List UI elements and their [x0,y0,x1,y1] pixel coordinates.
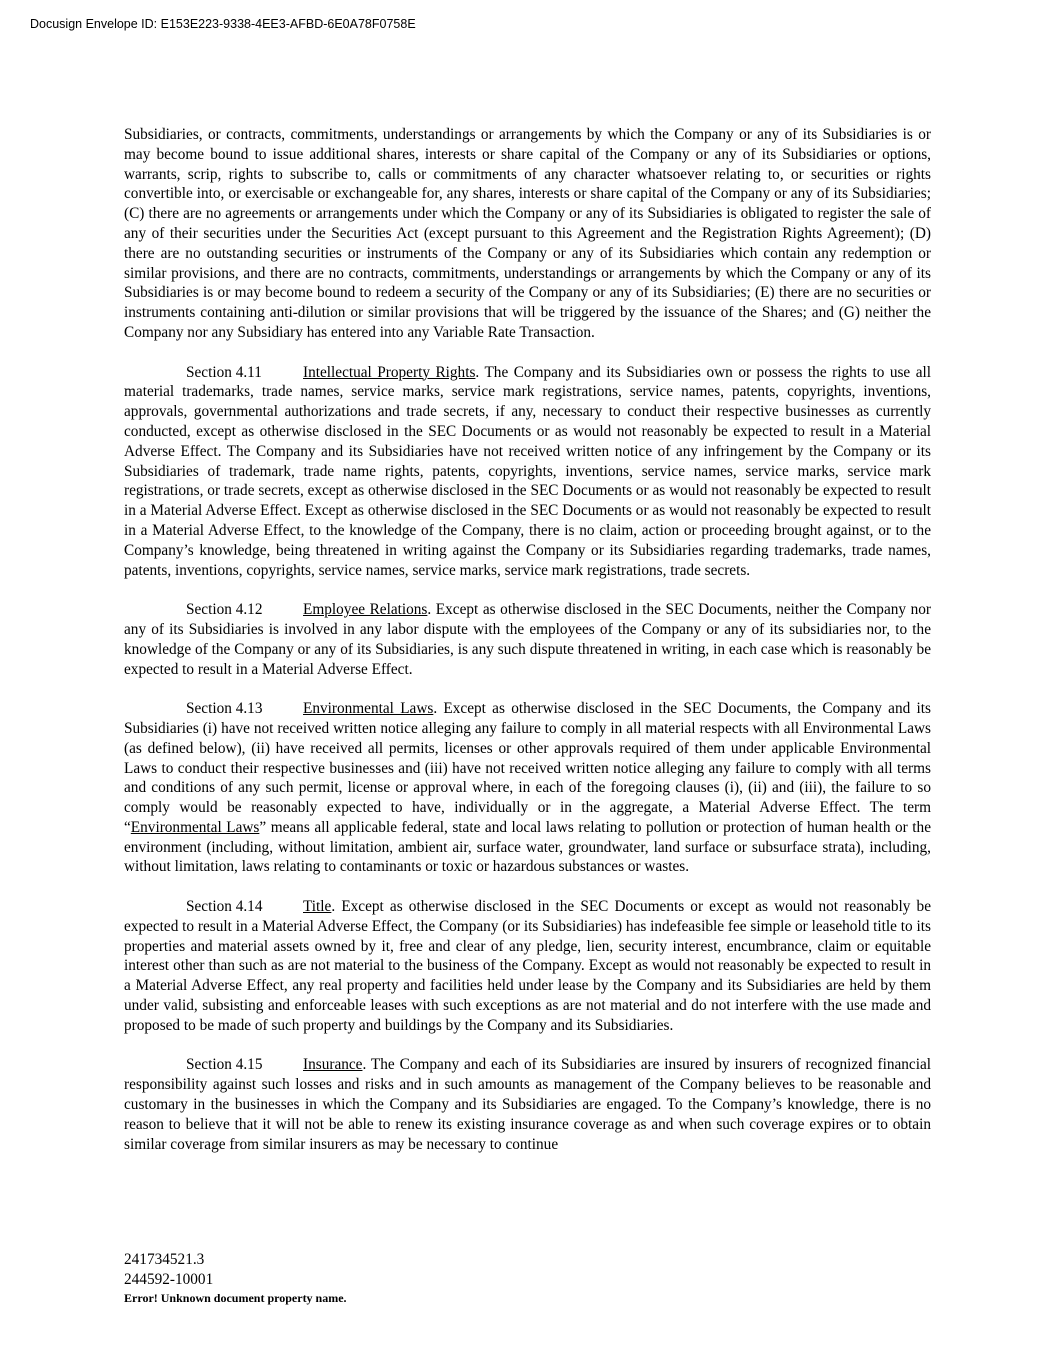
section-title: Environmental Laws [303,700,434,718]
section-number: Section 4.15 [186,1056,263,1074]
page-footer [124,1250,347,1307]
error-line: Error! Unknown document property name. [124,1291,347,1305]
section-text: . Except as otherwise disclosed in the SEC Documents, the Company and its Subsidiaries (i) have not received written notice alleging any failure to comply in all material respects with all Environmental Laws (as defined below), (ii) have received all permits, licenses or other approvals required of them under applicable Environmental Laws to conduct their respective businesses and (iii) have not received written notice alleging any failure to comply with all terms and conditions of any such permit, license or approval where, in each of the foregoing clauses (i), (ii) and (iii), the failure to so comply would be reasonably expected to have, individually or in the aggregate, a Material Adverse Effect. The term “ [124,700,931,836]
section-title: Employee Relations [303,601,428,619]
section-text: . Except as otherwise disclosed in the SEC Documents or except as would not reasonably be expected to result in a Material Adverse Effect, the Company (or its Subsidiaries) has indefeasible fee simple or leasehold title to its properties and material assets owned by it, free and clear of any pledge, lien, security interest, encumbrance, claim or equitable interest other than such as are not material to the business of the Company. Except as would not reasonably be expected to result in a Material Adverse Effect, any real property and facilities held under lease by the Company and its Subsidiaries are held by them under valid, subsisting and enforceable leases with such exceptions as are not material and do not interfere with the use made and proposed to be made of such property and buildings by the Company and its Subsidiaries. [124,898,931,1034]
client-matter-number: 244592-10001 [124,1270,214,1288]
section-title: Title [303,898,332,916]
doc-number: 241734521.3 [124,1251,205,1268]
section-number: Section 4.14 [186,898,263,916]
docusign-envelope-id: Docusign Envelope ID: E153E223-9338-4EE3-AFBD-6E0A78F0758E [30,17,416,31]
section-4-12 [124,600,931,679]
section-text-after: ” means all applicable federal, state and local laws relating to pollution or protection of human health or the environment (including, without limitation, ambient air, surface water, groundwater, land surface or subsurface strata), including, without limitation, laws relating to contaminants or toxic or hazardous substances or wastes. [124,818,931,876]
section-number: Section 4.11 [186,363,262,381]
section-4-13 [124,699,931,877]
section-text: . The Company and its Subsidiaries own or possess the rights to use all material trademarks, trade names, service marks, service mark registrations, service names, patents, copyrights, inventions, approvals, governmental authorizations and trade secrets, if any, necessary to conduct their respective businesses as currently conducted, except as otherwise disclosed in the SEC Documents or as would not reasonably be expected to result in a Material Adverse Effect. The Company and its Subsidiaries have not received written notice of any infringement by the Company or its Subsidiaries of trademark, trade name rights, patents, copyrights, inventions, service names, service marks, service mark registrations, or trade secrets, except as otherwise disclosed in the SEC Documents or as would not reasonably be expected to result in a Material Adverse Effect. Except as otherwise disclosed in the SEC Documents or as would not reasonably be expected to result in a Material Adverse Effect, to the knowledge of the Company, there is no claim, action or proceeding brought against, or to the Company’s knowledge, being threatened in writing against the Company or its Subsidiaries regarding trademarks, trade names, patents, inventions, copyrights, service names, service marks, service mark registrations, trade secrets. [124,363,931,579]
section-4-15 [124,1055,931,1154]
section-text: . The Company and each of its Subsidiaries are insured by insurers of recognized financial responsibility against such losses and risks and in such amounts as management of the Company believes to be reasonable and customary in the businesses in which the Company and its Subsidiaries are engaged. To the Company’s knowledge, there is no reason to believe that it will not be able to renew its existing insurance coverage as and when such coverage expires or to obtain similar coverage from similar insurers as may be necessary to continue [124,1056,931,1153]
section-number: Section 4.13 [186,700,263,718]
section-title: Insurance [303,1056,363,1074]
document-body [124,125,931,1174]
defined-term: Environmental Laws [130,818,260,836]
continuation-paragraph: Subsidiaries, or contracts, commitments, understandings or arrangements by which the Company or any of its Subsidiaries is or may become bound to issue additional shares, interests or share capital of the Company or any of its Subsidiaries or options, warrants, scrip, rights to subscribe to, calls or commitments of any character whatsoever relating to, or securities or rights convertible into, or exercisable or exchangeable for, any shares, interests or share capital of the Company or any of its Subsidiaries; (C) there are no agreements or arrangements under which the Company or any of its Subsidiaries is obligated to register the sale of any of their securities under the Securities Act (except pursuant to this Agreement and the Registration Rights Agreement); (D) there are no outstanding securities or instruments of the Company or any of its Subsidiaries which contain any redemption or similar provisions, and there are no contracts, commitments, understandings or arrangements by which the Company or any of its Subsidiaries is or may become bound to redeem a security of the Company or any of its Subsidiaries; (E) there are no securities or instruments containing anti-dilution or similar provisions that will be triggered by the issuance of the Shares; and (G) neither the Company nor any Subsidiary has entered into any Variable Rate Transaction. [124,126,931,341]
section-number: Section 4.12 [186,601,263,619]
section-4-11 [124,363,931,581]
section-text: . Except as otherwise disclosed in the SEC Documents, neither the Company nor any of its Subsidiaries is involved in any labor dispute with the employees of the Company or any of its subsidiaries nor, to the knowledge of the Company or any of its Subsidiaries, is any such dispute threatened in writing, in each case which is reasonably be expected to result in a Material Adverse Effect. [124,601,932,678]
section-4-14 [124,897,931,1036]
section-title: Intellectual Property Rights [303,363,476,381]
